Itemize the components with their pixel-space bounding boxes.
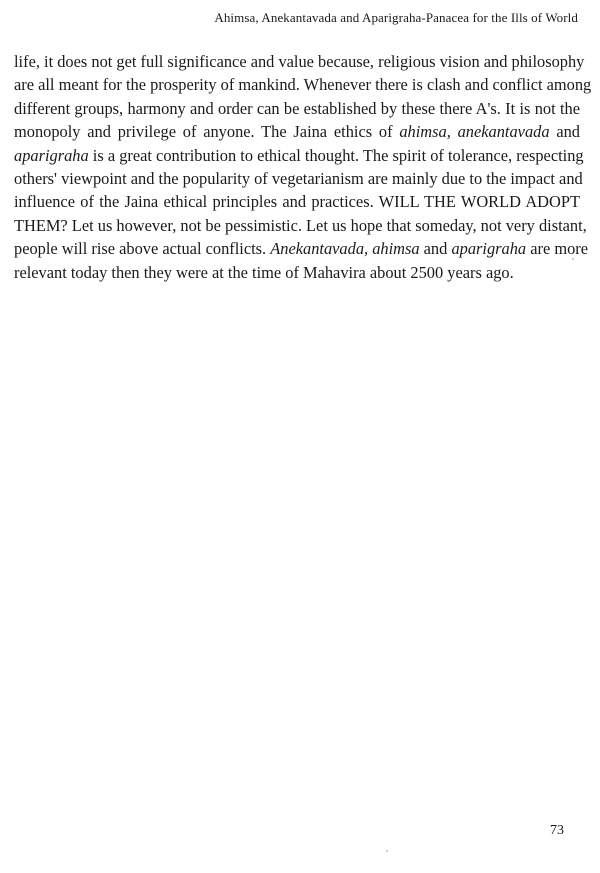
scan-speck [572, 258, 574, 260]
text-run: others' viewpoint and the popularity of vegetarianism are mainly due to the impact and [14, 169, 583, 189]
text-run: is a great contribution to ethical thought. The spirit of tolerance, respecting [88, 145, 584, 165]
text-line [14, 50, 585, 73]
text-run: different groups, harmony and order can be established by these there A's. It is not the [14, 98, 580, 118]
text-run: people will rise above actual conflicts. [14, 239, 271, 259]
text-line [14, 237, 589, 260]
text-line [14, 97, 580, 120]
text-line [14, 214, 587, 237]
running-header: Ahimsa, Anekantavada and Aparigraha-Panacea for the Ills of World [214, 10, 578, 25]
text-run: and [419, 239, 452, 259]
text-run: relevant today then they were at the time of Mahavira about 2500 years ago. [14, 262, 514, 282]
text-line [14, 120, 580, 143]
text-run: are all meant for the prosperity of mankind. Whenever there is clash and conflict among [14, 75, 592, 95]
text-run: THEM? Let us however, not be pessimistic. Let us hope that someday, not very distant, [14, 215, 587, 235]
text-run: influence of the Jaina ethical principles and practices. WILL THE WORLD ADOPT [14, 192, 580, 212]
text-line [14, 261, 580, 284]
text-run: and [549, 122, 581, 142]
page-number: 73 [550, 823, 564, 838]
italic-term: aparigraha [451, 239, 527, 259]
body-paragraph [14, 50, 592, 284]
scan-speck [386, 850, 388, 852]
italic-term: aparigraha [14, 145, 89, 165]
text-line [14, 190, 580, 213]
text-line [14, 144, 584, 167]
italic-term: Anekantavada, ahimsa [270, 239, 420, 259]
text-run: are more [526, 239, 589, 259]
text-line [14, 167, 583, 190]
text-run: life, it does not get full significance and value because, religious vision and philosophy [14, 52, 585, 71]
italic-term: ahimsa, anekantavada [399, 122, 550, 142]
text-line [14, 73, 592, 96]
text-run: monopoly and privilege of anyone. The Jaina ethics of [14, 122, 400, 142]
